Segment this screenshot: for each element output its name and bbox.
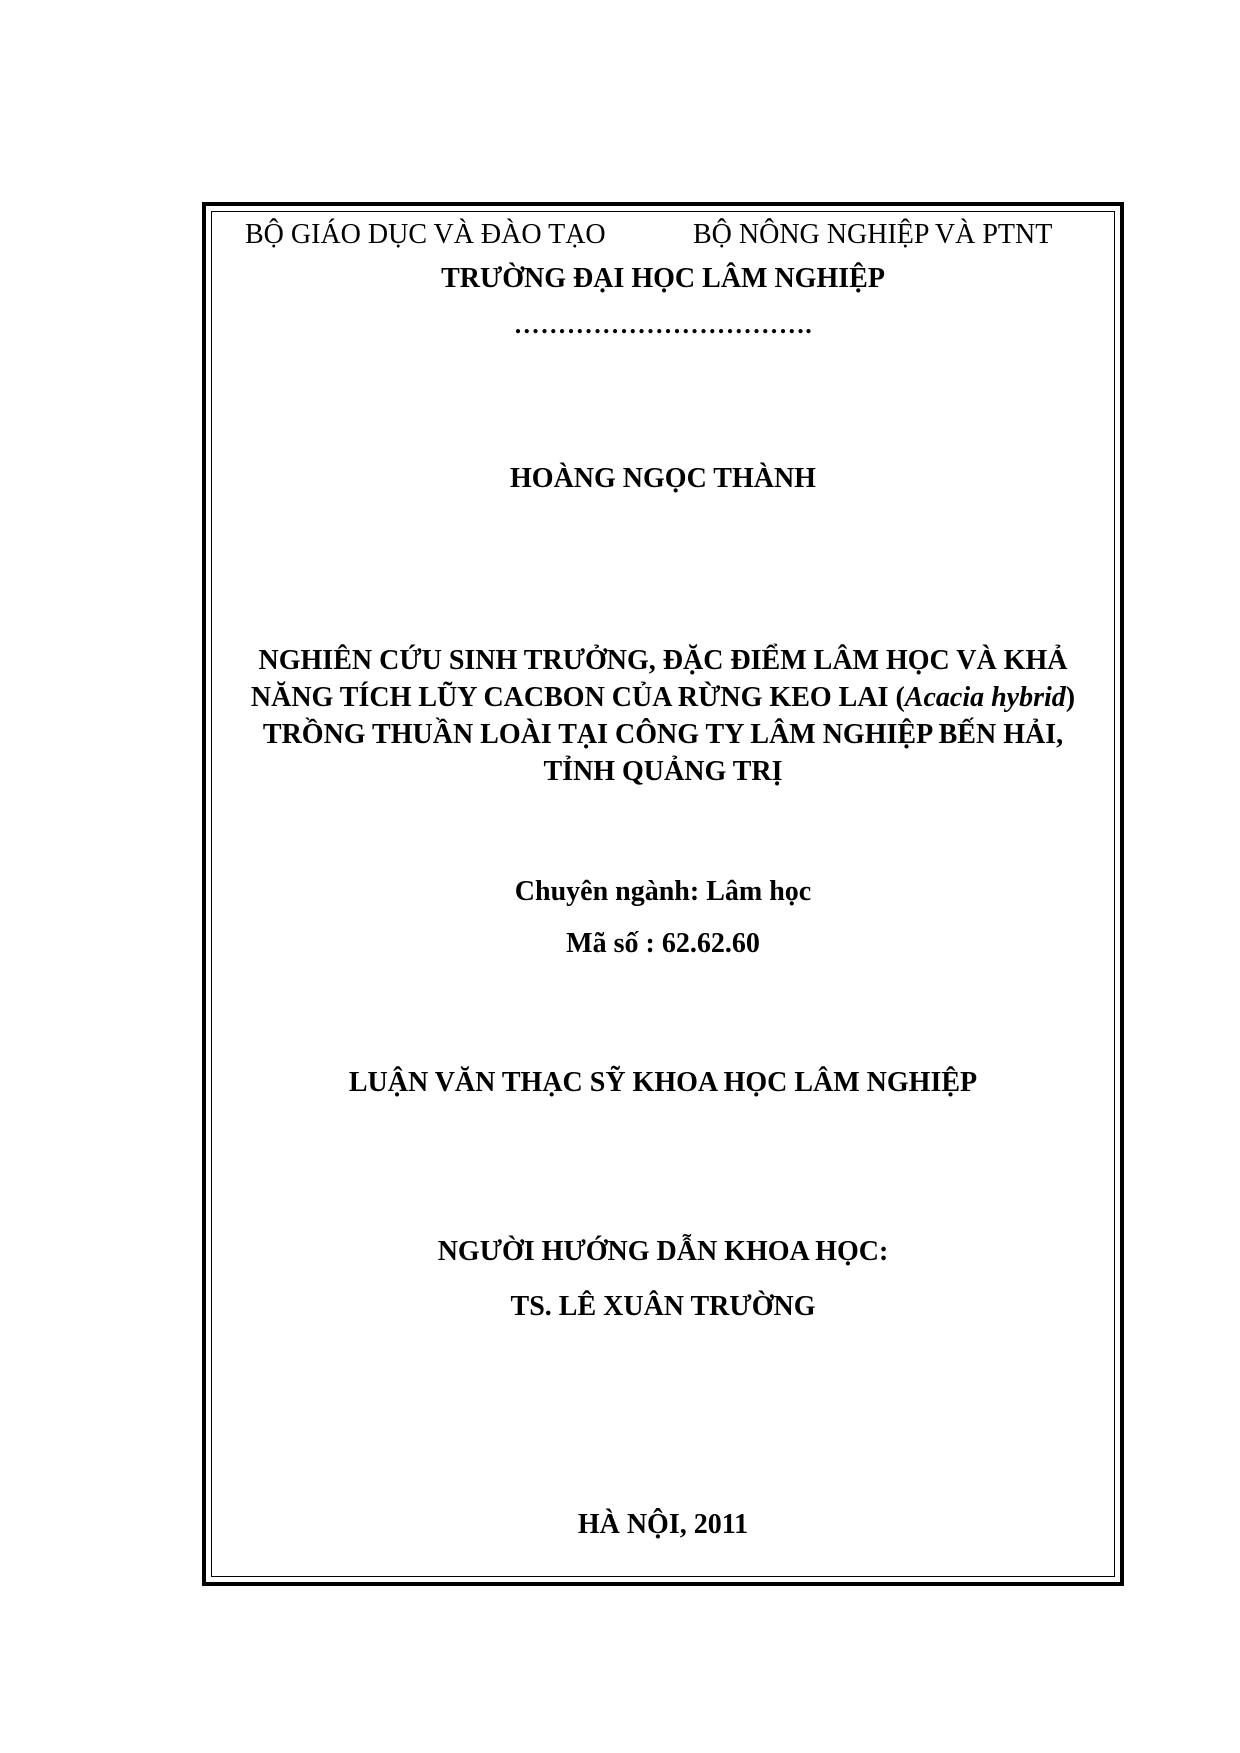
separator-dots: ……………………………. [513,310,813,339]
advisor-name: TS. LÊ XUÂN TRƯỜNG [510,1291,816,1322]
title-line-3: TRỒNG THUẦN LOÀI TẠI CÔNG TY LÂM NGHIỆP BẾN HẢI, [262,719,1064,750]
advisor-label: NGƯỜI HƯỚNG DẪN KHOA HỌC: [437,1236,889,1267]
ministry-agriculture: BỘ NÔNG NGHIỆP VÀ PTNT [693,219,1053,250]
title-line-2 [211,679,1115,716]
title-line-2-prefix: NĂNG TÍCH LŨY CACBON CỦA RỪNG KEO LAI ( [250,682,905,713]
author-name: HOÀNG NGỌC THÀNH [510,463,816,494]
ministry-education: BỘ GIÁO DỤC VÀ ĐÀO TẠO [245,219,606,250]
degree-type: LUẬN VĂN THẠC SỸ KHOA HỌC LÂM NGHIỆP [348,1067,978,1098]
species-name: Acacia hybrid [904,682,1066,713]
specialty: Chuyên ngành: Lâm học [514,876,812,907]
title-line-4: TỈNH QUẢNG TRỊ [543,756,783,787]
title-line-1: NGHIÊN CỨU SINH TRƯỞNG, ĐẶC ĐIỂM LÂM HỌC VÀ KHẢ [258,645,1068,676]
university-name: TRƯỜNG ĐẠI HỌC LÂM NGHIỆP [441,263,885,294]
place-and-year: HÀ NỘI, 2011 [577,1509,749,1540]
thesis-title [211,642,1115,790]
specialty-code: Mã số : 62.62.60 [566,928,760,959]
title-line-2-suffix: ) [1065,682,1076,713]
